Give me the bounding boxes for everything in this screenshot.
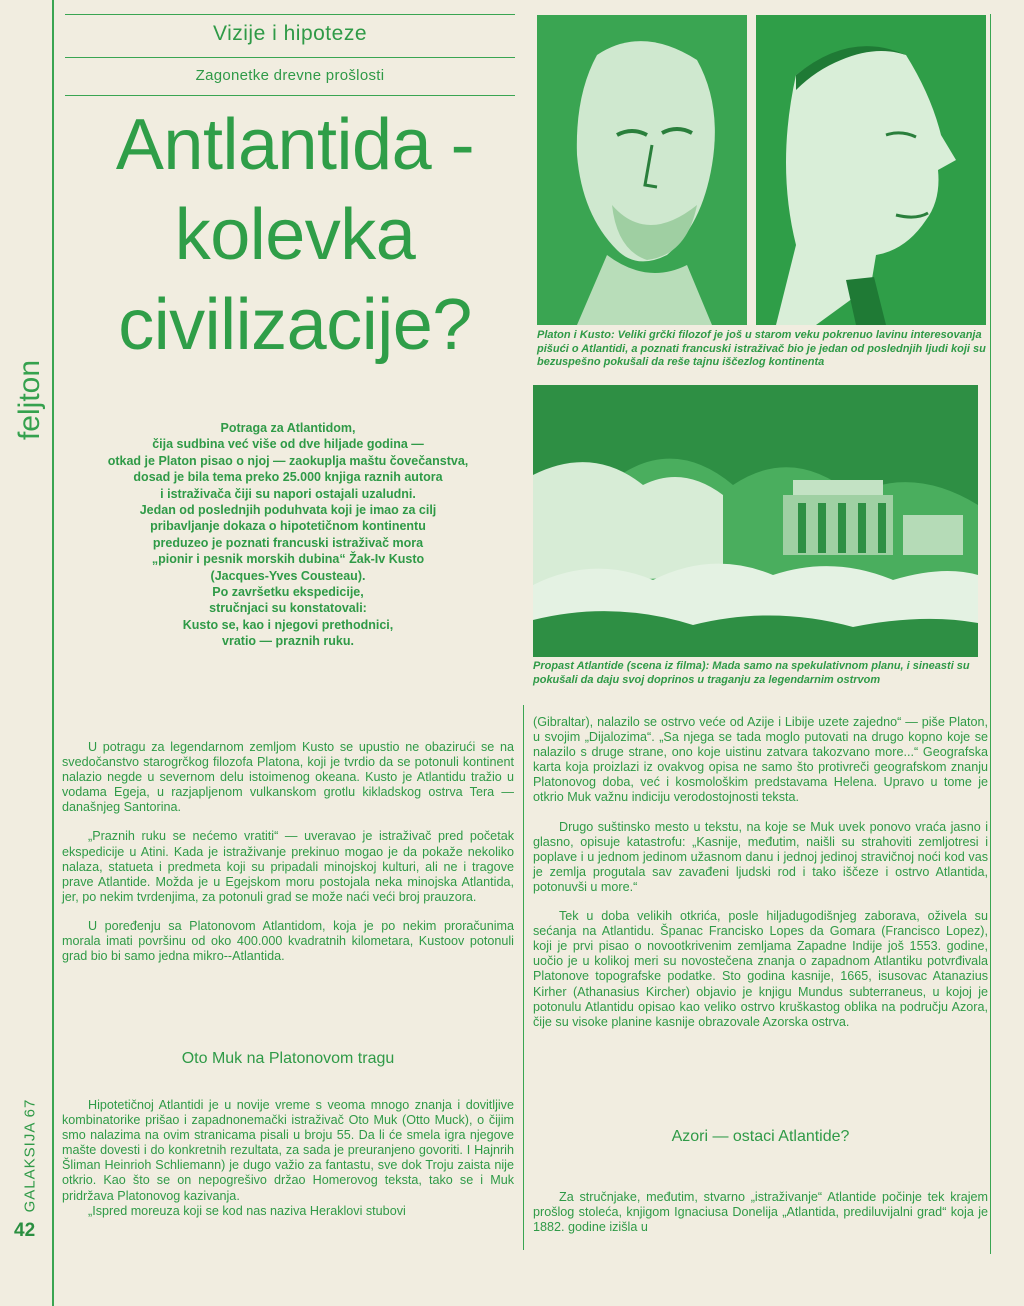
category-label [12,335,48,465]
left-column-continued [62,1098,514,1219]
section-subtitle: Zagonetke drevne prošlosti [195,67,385,84]
category-text: feljton [13,359,46,441]
margin-divider [52,0,54,1306]
paragraph: „Praznih ruku se nećemo vratiti“ — uveravao je istraživač pred početak ekspedicije u Atini. Kada je istraživanje prekinuo mogao je da pokaže nekoliko nalaza, statueta i predmeta koji su pripadali minojskoj kulturi, ali ne i tragove prave Atlantide. Možda je u Egejskom moru postojala neka minojska Atlantida, jer, po nekim tvrdenjima, za potonuli grad se može naći veći broj prauzora. [62,829,514,904]
lead-line: Jedan od poslednjih poduhvata koji je imao za cilj [139,503,437,518]
subheading-azori: Azori — ostaci Atlantide? [671,1128,850,1145]
lead-line: preduzeo je poznati francuski istraživač mora [152,535,424,550]
profile-portrait-image [756,15,986,325]
lead-line: otkad je Platon pisao o njoj — zaokuplja maštu čovečanstva, [107,453,469,468]
column-divider [523,705,524,1250]
lead-line: Potraga za Atlantidom, [220,421,356,435]
lead-line: dosad je bila tema preko 25.000 knjiga raznih autora [133,470,443,485]
lead-line: stručnjaci su konstatovali: [209,601,367,616]
article-lead [62,420,514,650]
magazine-text: GALAKSIJA 67 [21,1098,39,1212]
paragraph: Za stručnjake, međutim, stvarno „istraživanje“ Atlantide počinje tek krajem prošlog stoleća, knjigom Ignaciusa Donelija „Atlantida, prediluvijalni grad“ koja je 1882. godine izišla u [533,1190,988,1235]
headline-line: Antlantida - [115,105,475,185]
headline-line: civilizacije? [118,285,472,365]
header-rule-top [65,14,515,15]
portraits-caption: Platon i Kusto: Veliki grčki filozof je još u starom veku pokrenuo lavinu interesovanja pišući o Atlantidi, a poznati francuski istraživač bio je jedan od poslednjih ljudi koji su bezuspešno pokušali da reše tajnu iščezlog kontinenta [537,329,986,368]
film-scene-image [533,385,978,657]
paragraph: U poređenju sa Platonovom Atlantidom, koja je po nekim proračunima morala imati površinu od oko 400.000 kvadratnih kilometara, Kustoov potonuli grad bio bi samo jedna mikro--Atlantida. [62,918,514,964]
header-rule-bottom [65,95,515,96]
right-margin-rule [990,14,991,1254]
right-column-continued [533,1190,988,1235]
section-title: Vizije i hipoteze [212,22,368,45]
film-caption: Propast Atlantide (scena iz filma): Mada samo na spekulativnom planu, i sineasti su pokušali da daju svoj doprinos u traganju za legendarnim ostrvom [533,660,970,686]
lead-line: Po završetku ekspedicije, [212,585,364,600]
paragraph: Drugo suštinsko mesto u tekstu, na koje se Muk uvek ponovo vraća jasno i glasno, opisuje katastrofu: „Kasnije, međutim, naišli su strahoviti zemljotresi i poplave i u jednom jedinom užasnom danu i jednoj jedinoj stravičnoj noći kod vas je zemlja progutala sav zavađeni ljudski rod i tako iščeze i ostrvo Atlantida, potonuvši u more.“ [533,819,988,894]
bust-portrait-icon [537,15,747,325]
lead-line: čija sudbina već više od dve hiljade godina — [152,437,424,452]
page-number: 42 [14,1220,36,1241]
lead-line: i istraživača čiji su napori ostajali uzaludni. [160,486,416,501]
profile-portrait-icon [756,15,986,325]
paragraph: Hipotetičnoj Atlantidi je u novije vreme s veoma mnogo znanja i dovitljive kombinatorike prišao i zapadnonemački istraživač Oto Muk (Otto Muck), o čijim smo nalazima na ovim stranicama pisali u broju 55. Da li će smela igra njegove mašte dovesti i do konkretnih rezultata, za sada je preuranjeno govoriti. I Hajnrih Šliman Heinrioh Schliemann) je dugo važio za fantastu, sve dok Troju zaista nije otkrio. Kao što se on nepogrešivo držao Homerovog teksta, tako se i Muk pridržava Platonovog kazivanja. [62,1098,514,1203]
lead-line: vratio — praznih ruku. [222,634,354,649]
left-column [62,740,514,964]
lead-line: (Jacques-Yves Cousteau). [210,568,366,583]
right-column [533,715,988,1030]
headline-line: kolevka [174,195,416,275]
lead-line: „pionir i pesnik morskih dubina“ Žak-Iv Kusto [151,552,425,567]
film-scene-icon [533,385,978,657]
subheading-muk: Oto Muk na Platonovom tragu [181,1050,395,1067]
paragraph: U potragu za legendarnom zemljom Kusto se upustio ne obazirući se na svedočanstvo starogrčkog filozofa Platona, koji je tvrdio da se potonuli kontinent nalazio negde u severnom delu istoimenog okeana. Kusto je Atlantidu tražio u vodama Egeja, u razjapljenom vulkanskom grotlu kikladskog ostrva Tera — današnjeg Santorina. [62,740,514,815]
bust-portrait-image [537,15,747,325]
paragraph: Tek u doba velikih otkrića, posle hiljadugodišnjeg zaborava, oživela su sećanja na Atlantidu. Španac Francisko Lopes da Gomara (Francisco Lopez), koji je prvi pisao o novootkrivenim zemljama Zapadne Indije još 1553. godine, uočio je u kolikoj meri su novostečena znanja o zapadnom Atlantiku potvrđivala Platonove topografske podatke. Sto godina kasnije, 1665, isusovac Atanazius Kirher (Athanasius Kircher) objavio je knjigu Mundus subterraneus, u kojoj je potonulu Atlantidu opisao kao veliko ostrvo kruškastog oblika na području Azora, čije su visoke planine kasnije obrazovale Azorska ostrva. [533,909,988,1029]
lead-line: Kusto se, kao i njegovi prethodnici, [182,617,394,632]
article-headline [60,100,530,370]
magazine-name [12,1080,48,1230]
header-rule-mid [65,57,515,58]
paragraph: (Gibraltar), nalazilo se ostrvo veće od Azije i Libije uzete zajedno“ — piše Platon, u svojim „Dijalozima“. „Sa njega se tada moglo putovati na drugo kopno koje se nalazilo s druge strane, ono koje uistinu zatvara takozvano more...“ Geografska karta koja proizlazi iz ovakvog opisa ne samo što protivreči geografskom znanju Platonovog doba, već i kosmološkim predstavama Helena. Upravo u tome je otkrio Muk važnu indiciju verodostojnosti teksta. [533,715,988,805]
lead-line: pribavljanje dokaza o hipotetičnom kontinentu [150,519,426,534]
paragraph: „Ispred moreuza koji se kod nas naziva Heraklovi stubovi [88,1203,406,1218]
